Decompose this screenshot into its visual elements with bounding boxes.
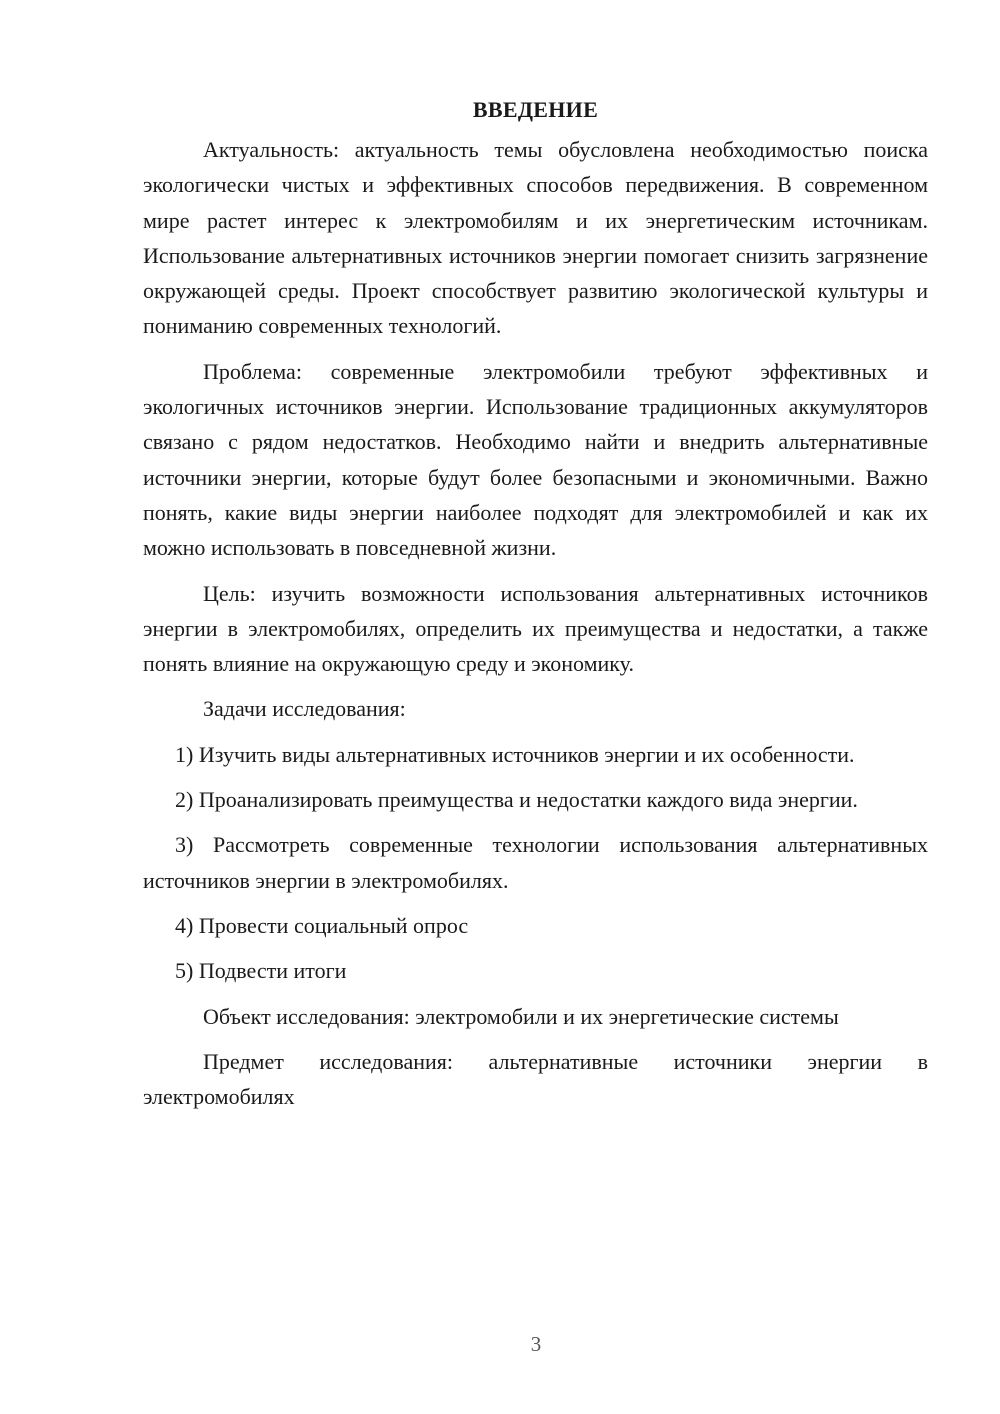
page-number: 3 [530, 1332, 542, 1356]
task-item: 4) Провести социальный опрос [175, 912, 469, 938]
relevance-paragraph: Актуальность: актуальность темы обусловлена необходимостью поиска экологически чистых и эффективных способов передвижения. В современном мире растет интерес к электромобилям и их энергетическим источникам. Использование альтернативных источников энергии помогает снизить загрязнение окружающей среды. Проект способствует развитию экологической культуры и пониманию современных технологий. [143, 137, 928, 339]
problem-paragraph: Проблема: современные электромобили требуют эффективных и экологичных источников энергии. Использование традиционных аккумуляторов связано с рядом недостатков. Необходимо найти и внедрить альтернативные источники энергии, которые будут более безопасными и экономичными. Важно понять, какие виды энергии наиболее подходят для электромобилей и как их можно использовать в повседневной жизни. [143, 358, 928, 561]
document-page [143, 93, 928, 1114]
goal-paragraph: Цель: изучить возможности использования альтернативных источников энергии в электромобилях, определить их преимущества и недостатки, а также понять влияние на окружающую среду и экономику. [143, 580, 928, 677]
task-item: 1) Изучить виды альтернативных источников энергии и их особенности. [175, 741, 855, 767]
task-item: 5) Подвести итоги [175, 958, 347, 984]
subject-paragraph: Предмет исследования: альтернативные источники энергии в электромобилях [143, 1048, 928, 1110]
task-item: 3) Рассмотреть современные технологии использования альтернативных источников энергии в электромобилях. [143, 832, 928, 893]
tasks-heading: Задачи исследования: [203, 696, 406, 722]
object-paragraph: Объект исследования: электромобили и их энергетические системы [203, 1003, 839, 1029]
task-item: 2) Проанализировать преимущества и недостатки каждого вида энергии. [175, 787, 858, 813]
section-heading: ВВЕДЕНИЕ [472, 97, 599, 122]
